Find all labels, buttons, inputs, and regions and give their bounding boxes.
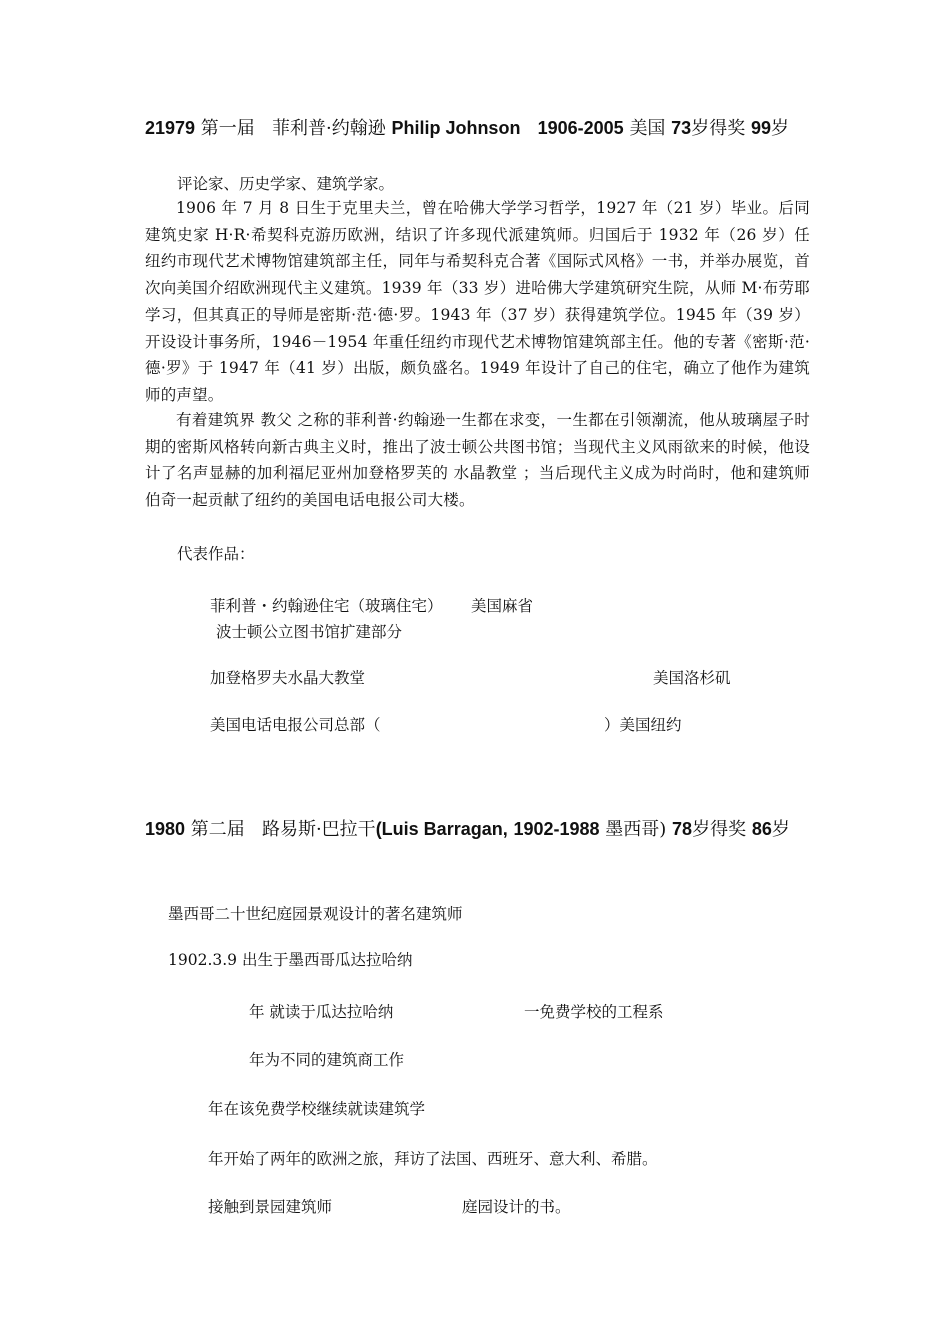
s2-birth: 1902.3.9 出生于墨西哥瓜达拉哈纳 (168, 951, 413, 969)
s1-work-3-location: 美国洛杉矶 (653, 669, 731, 687)
s2-timeline-2: 年为不同的建筑商工作 (249, 1051, 405, 1069)
s2-years: 1902-1988 (513, 819, 600, 839)
s1-influence: 有着建筑界 教父 之称的菲利普·约翰逊一生都在求变，一生都在引领潮流，他从玻璃屋子时期的密斯风格转向新古典主义时，推出了波士顿公共图书馆；当现代主义风雨欲来的时候，他设计了名声显赫的加利福尼亚州加登格罗芙的 水晶教堂 ；当后现代主义成为时尚时，他和建筑师伯奇一起贡献了纽约的美国电话电报公司大楼。 (145, 411, 810, 510)
s2-timeline-1-right: 一免费学校的工程系 (524, 1003, 664, 1021)
s1-work-1-name: 菲利普・约翰逊住宅（玻璃住宅） (210, 597, 443, 615)
s2-timeline-4: 年开始了两年的欧洲之旅，拜访了法国、西班牙、意大利、希腊。 (208, 1150, 658, 1168)
s2-timeline-5-right: 庭园设计的书。 (462, 1198, 571, 1216)
s1-year: 21979 (145, 118, 196, 138)
s2-timeline-3: 年在该免费学校继续就读建筑学 (208, 1100, 426, 1118)
s2-edition: 第二届 (190, 819, 245, 840)
s2-age-death-suffix: 岁 (771, 819, 790, 840)
s1-works-label: 代表作品： (177, 545, 255, 563)
s1-age-award: 73 (671, 118, 692, 138)
section2-heading (145, 814, 810, 845)
s1-edition: 第一届 (200, 118, 255, 139)
s1-work-4-location: ）美国纽约 (604, 716, 682, 734)
s1-roles: 评论家、历史学家、建筑学家。 (177, 175, 395, 193)
s1-work-4-name: 美国电话电报公司总部（ (210, 716, 381, 734)
s1-name-en: Philip Johnson (391, 118, 521, 138)
s2-timeline-5-left: 接触到景园建筑师 (208, 1198, 333, 1216)
s1-age-death-suffix: 岁 (770, 118, 789, 139)
s1-country: 美国 (629, 118, 666, 139)
s2-name-cn: 路易斯·巴拉干 (261, 819, 376, 840)
s2-year: 1980 (145, 819, 186, 839)
s2-age-award: 78 (672, 819, 693, 839)
s1-age-death: 99 (750, 118, 771, 138)
s2-country: 墨西哥) (605, 819, 667, 840)
s2-age-death: 86 (751, 819, 772, 839)
s2-intro: 墨西哥二十世纪庭园景观设计的著名建筑师 (168, 905, 463, 923)
section1-heading (145, 113, 810, 144)
s2-name-en: (Luis Barragan, (375, 819, 508, 839)
s2-age-award-suffix: 岁得奖 (692, 819, 747, 840)
s1-age-award-suffix: 岁得奖 (691, 118, 746, 139)
s1-years: 1906-2005 (537, 118, 624, 138)
s1-bio: 1906 年 7 月 8 日生于克里夫兰，曾在哈佛大学学习哲学，1927 年（21 岁）毕业。后同建筑史家 H·R·希契科克游历欧洲，结识了许多现代派建筑师。归国后于 1932 年（26 岁）任纽约市现代艺术博物馆建筑部主任，同年与希契科克合著《国际式风格》一书，并举办展览，首次向美国介绍欧洲现代主义建筑。1939 年（33 岁）进哈佛大学建筑研究生院，从师 M·布劳耶学习，但其真正的导师是密斯·范·德·罗。1943 年（37 岁）获得建筑学位。1945 年（39 岁）开设设计事务所，1946－1954 年重任纽约市现代艺术博物馆建筑部主任。他的专著《密斯·范·德·罗》于 1947 年（41 岁）出版，颇负盛名。1949 年设计了自己的住宅，确立了他作为建筑师的声望。 (145, 199, 810, 404)
s2-timeline-1-left: 年 就读于瓜达拉哈纳 (249, 1003, 394, 1021)
s1-work-2-name: 波士顿公立图书馆扩建部分 (216, 623, 403, 641)
s1-name-cn: 菲利普·约翰逊 (271, 118, 386, 139)
s1-work-1-location: 美国麻省 (471, 597, 534, 615)
s1-work-3-name: 加登格罗夫水晶大教堂 (210, 669, 366, 687)
